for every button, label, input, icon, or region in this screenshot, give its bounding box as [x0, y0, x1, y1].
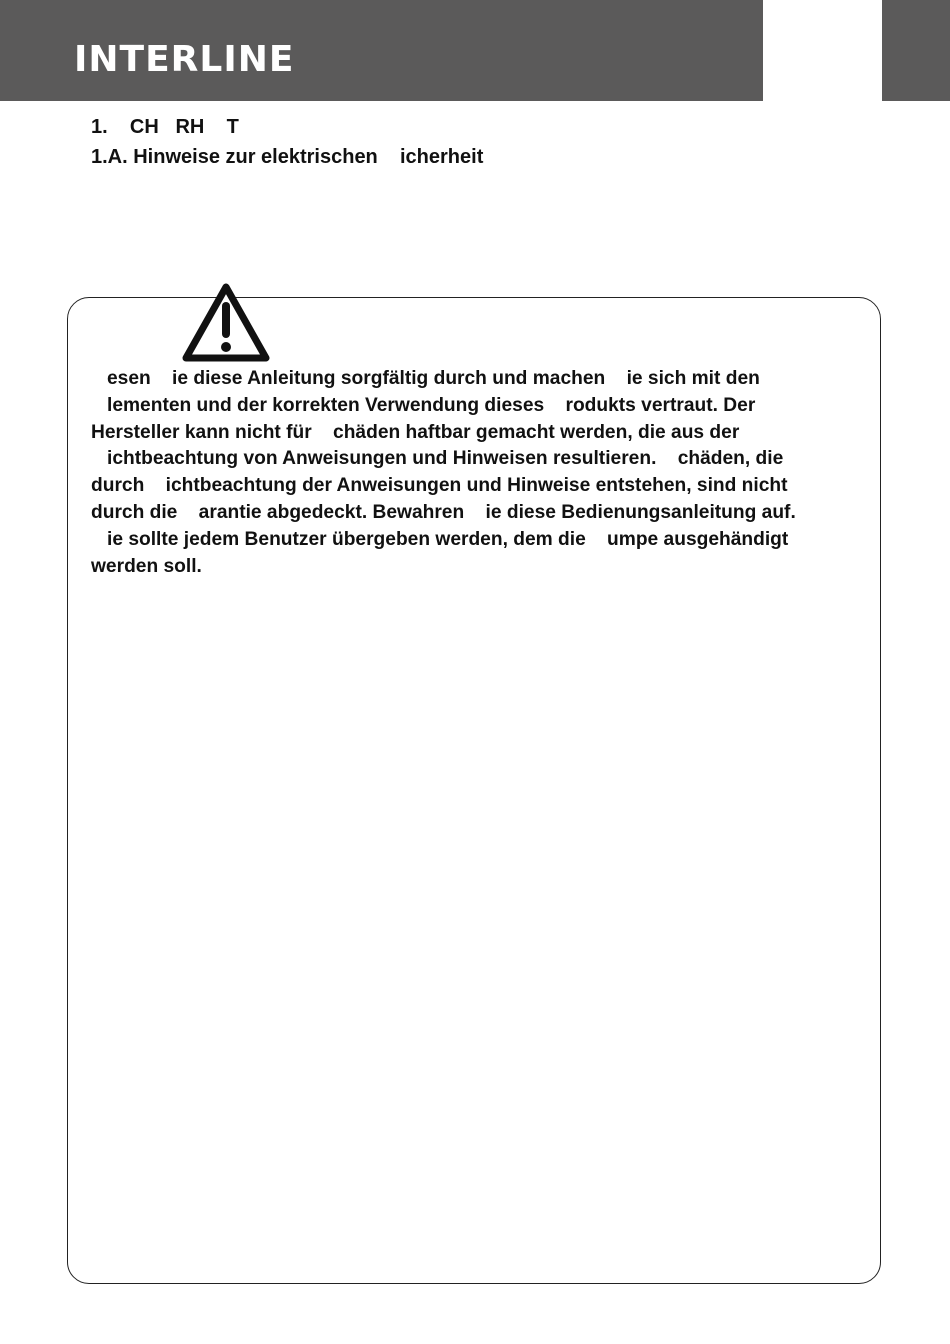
warning-text-line: ie sollte jedem Benutzer übergeben werden, dem die umpe ausgehändigt: [91, 528, 789, 550]
header-bar: [0, 0, 763, 101]
warning-text-line: lementen und der korrekten Verwendung dieses rodukts vertraut. Der: [91, 394, 756, 416]
warning-text-line: ichtbeachtung von Anweisungen und Hinweisen resultieren. chäden, die: [91, 448, 784, 470]
warning-triangle-icon: [181, 282, 271, 364]
subsection-title: 1.A. Hinweise zur elektrischen icherheit: [91, 146, 484, 168]
warning-text-line: esen ie diese Anleitung sorgfältig durch und machen ie sich mit den: [91, 368, 760, 389]
header-tab: [882, 0, 950, 101]
warning-text-line: werden soll.: [91, 555, 202, 577]
warning-text-line: durch ichtbeachtung der Anweisungen und Hinweise entstehen, sind nicht: [91, 475, 788, 497]
warning-text-line: durch die arantie abgedeckt. Bewahren ie diese Bedienungsanleitung auf.: [91, 501, 796, 523]
warning-text-line: Hersteller kann nicht für chäden haftbar gemacht werden, die aus der: [91, 421, 740, 443]
warning-text: [91, 366, 866, 580]
section-title: 1. CH RH T: [91, 116, 239, 138]
brand-logo: INTERLINE: [74, 39, 295, 80]
